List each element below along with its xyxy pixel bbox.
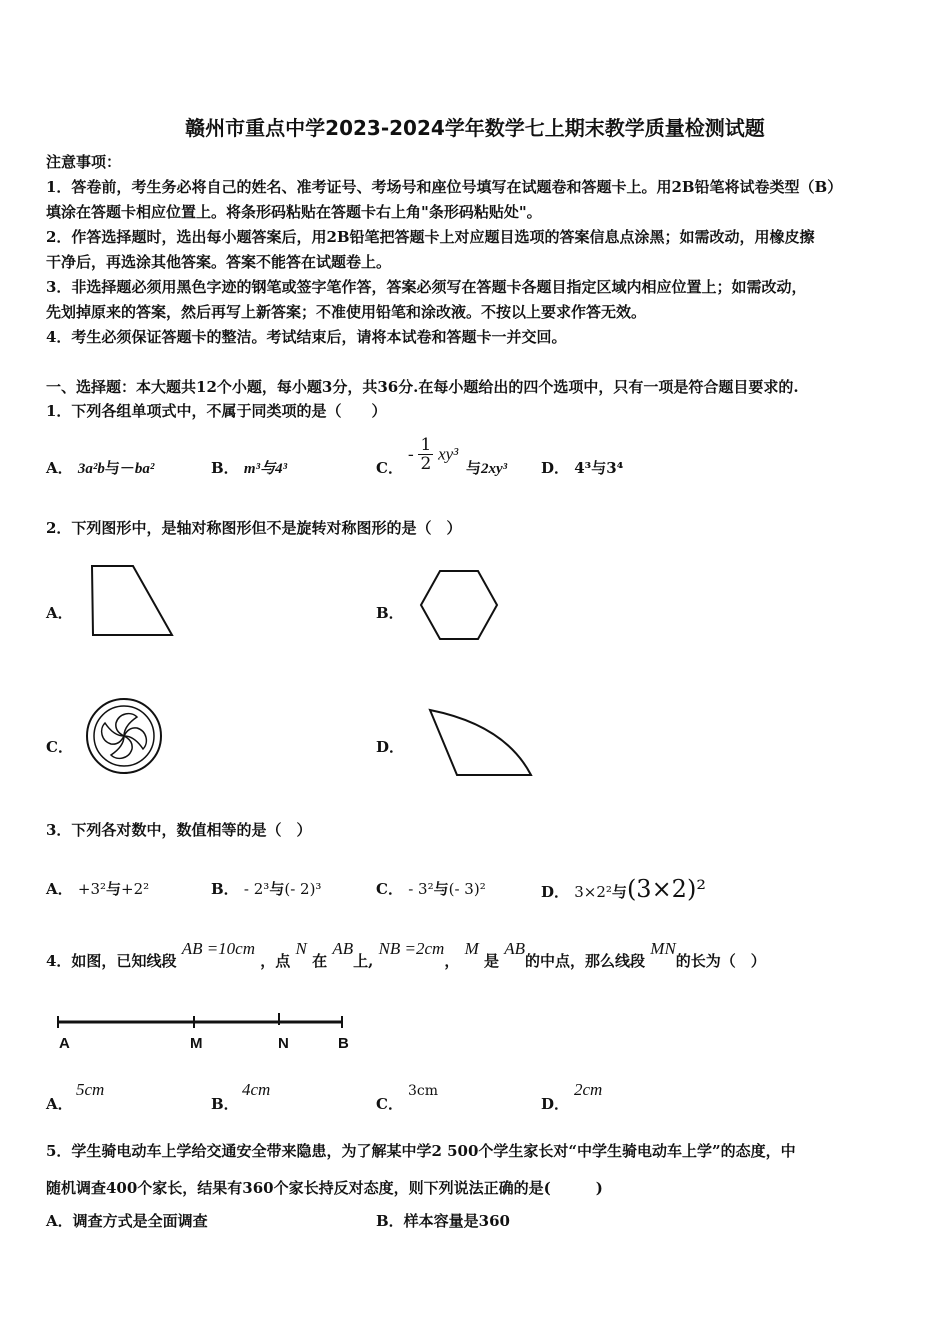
q4-option-a-value: 5cm [76, 1080, 105, 1099]
math-expr: +3² [77, 880, 106, 898]
math-expr: (- 3)² [448, 880, 486, 898]
math-expr: NB =2cm [378, 939, 445, 958]
q5-option-a: A．调查方式是全面调查 [46, 1212, 208, 1230]
math-expr: 3a²b [77, 461, 105, 477]
q1-option-a [46, 458, 154, 479]
math-var: AB [504, 939, 526, 958]
stem-text: 是 [484, 952, 500, 970]
option-label: A． [46, 880, 73, 898]
minus-sign: - [408, 444, 414, 464]
notice-heading: 注意事项： [46, 153, 122, 171]
option-label: B． [211, 459, 239, 477]
page-title: 赣州市重点中学2023-2024学年数学七上期末教学质量检测试题 [185, 116, 765, 140]
option-label: D． [541, 459, 570, 477]
option-text: 与 [466, 459, 482, 477]
math-expr: - 2³ [243, 880, 270, 898]
segment-diagram [55, 1012, 347, 1032]
q4-option-b-label: B． [211, 1095, 239, 1113]
q4-option-c-label: C． [376, 1095, 403, 1113]
option-text: 与 [611, 883, 627, 901]
option-text: 与－ [104, 459, 135, 477]
section-heading: 一、选择题：本大题共12个小题，每小题3分，共36分.在每小题给出的四个选项中，只有一项是符合题目要求的. [46, 378, 799, 396]
q3-option-b [211, 879, 321, 899]
question-2-stem: 2．下列图形中，是轴对称图形但不是旋转对称图形的是（ ） [46, 519, 462, 537]
pinwheel-circle-figure [85, 697, 167, 779]
math-expr: - 3² [408, 880, 434, 898]
option-label: B． [211, 880, 239, 898]
q3-option-d [541, 875, 706, 903]
trapezoid-figure [85, 560, 180, 640]
question-3-stem: 3．下列各对数中，数值相等的是（ ） [46, 821, 312, 839]
q4-option-a-label: A． [46, 1095, 73, 1113]
q2-option-c-label: C． [46, 738, 73, 756]
stem-text: 4．如图，已知线段 [46, 952, 177, 970]
notice-line: 干净后，再选涂其他答案。答案不能答在试题卷上。 [46, 253, 392, 271]
fraction [418, 436, 433, 473]
q4-option-c-value: 3cm [408, 1083, 439, 1099]
question-5-stem-line1: 5．学生骑电动车上学给交通安全带来隐患，为了解某中学2 500个学生家长对“中学生骑电动车上学”的态度，中 [46, 1142, 796, 1160]
option-text: 与 [433, 880, 449, 898]
q1-option-d [541, 458, 623, 478]
math-expr: 3×2² [574, 883, 612, 901]
point-label-n: N [278, 1035, 289, 1052]
fraction-numerator: 1 [420, 435, 432, 455]
fraction-denominator: 2 [420, 454, 432, 474]
q4-option-d-label: D． [541, 1095, 570, 1113]
stem-text: ，点 [260, 952, 291, 970]
q2-option-d-label: D． [376, 738, 405, 756]
math-expr: AB =10cm [181, 939, 255, 958]
q5-option-b: B．样本容量是360 [376, 1212, 510, 1230]
option-text: 与 [269, 880, 285, 898]
point-label-b: B [338, 1035, 349, 1052]
point-label-a: A [59, 1035, 70, 1052]
q1-option-c-tail [466, 458, 507, 479]
notice-line: 3．非选择题必须用黑色字迹的钢笔或签字笔作答，答案必须写在答题卡各题目指定区域内相应位置上；如需改动， [46, 278, 807, 296]
math-expr: 4³与3⁴ [574, 459, 624, 477]
math-var: MN [650, 939, 676, 958]
stem-text: ， [444, 952, 460, 970]
notice-line: 2．作答选择题时，选出每小题答案后，用2B铅笔把答题卡上对应题目选项的答案信息点涂黑；如需改动，用橡皮擦 [46, 228, 815, 246]
q1-option-c-expr [408, 436, 458, 482]
math-expr: m³与4³ [243, 461, 288, 477]
option-text: 与 [106, 880, 122, 898]
stem-text: 的长为（ ） [675, 952, 766, 970]
question-5-stem-line2: 随机调查400个家长，结果有360个家长持反对态度，则下列说法正确的是( ) [46, 1179, 603, 1197]
q3-option-c [376, 879, 486, 899]
math-var: M [464, 939, 479, 958]
q1-option-c-label: C． [376, 459, 403, 477]
hexagon-figure [415, 565, 505, 645]
q2-option-a-label: A． [46, 604, 73, 622]
math-var: AB [332, 939, 354, 958]
notice-line: 4．考生必须保证答题卡的整洁。考试结束后，请将本试卷和答题卡一并交回。 [46, 328, 567, 346]
option-label: D． [541, 883, 570, 901]
math-expr-large: (3×2)² [626, 875, 706, 903]
q4-option-b-value: 4cm [242, 1080, 271, 1099]
stem-text: 的中点，那么线段 [525, 952, 646, 970]
stem-text: 在 [312, 952, 328, 970]
q1-option-b [211, 458, 287, 479]
q3-option-a [46, 879, 149, 899]
notice-line: 填涂在答题卡相应位置上。将条形码粘贴在答题卡右上角"条形码粘贴处"。 [46, 203, 542, 221]
sector-figure [420, 700, 540, 785]
option-label: A． [46, 459, 73, 477]
math-var: N [295, 939, 307, 958]
math-expr: xy³ [438, 444, 459, 464]
q2-option-b-label: B． [376, 604, 404, 622]
math-expr: +2² [121, 880, 150, 898]
stem-text: 上, [353, 952, 374, 970]
point-label-m: M [190, 1035, 203, 1052]
notice-line: 先划掉原来的答案，然后再写上新答案；不准使用铅笔和涂改液。不按以上要求作答无效。 [46, 303, 647, 321]
question-1-stem: 1．下列各组单项式中，不属于同类项的是（ ） [46, 402, 387, 420]
question-4-stem [46, 939, 766, 971]
option-label: C． [376, 880, 403, 898]
math-expr: (- 2)³ [284, 880, 322, 898]
math-expr: ba² [134, 461, 155, 477]
q4-option-d-value: 2cm [574, 1080, 603, 1099]
notice-line: 1．答卷前，考生务必将自己的姓名、准考证号、考场号和座位号填写在试题卷和答题卡上。用2B铅笔将试卷类型（B） [46, 178, 843, 196]
math-expr: 2xy³ [481, 461, 508, 477]
